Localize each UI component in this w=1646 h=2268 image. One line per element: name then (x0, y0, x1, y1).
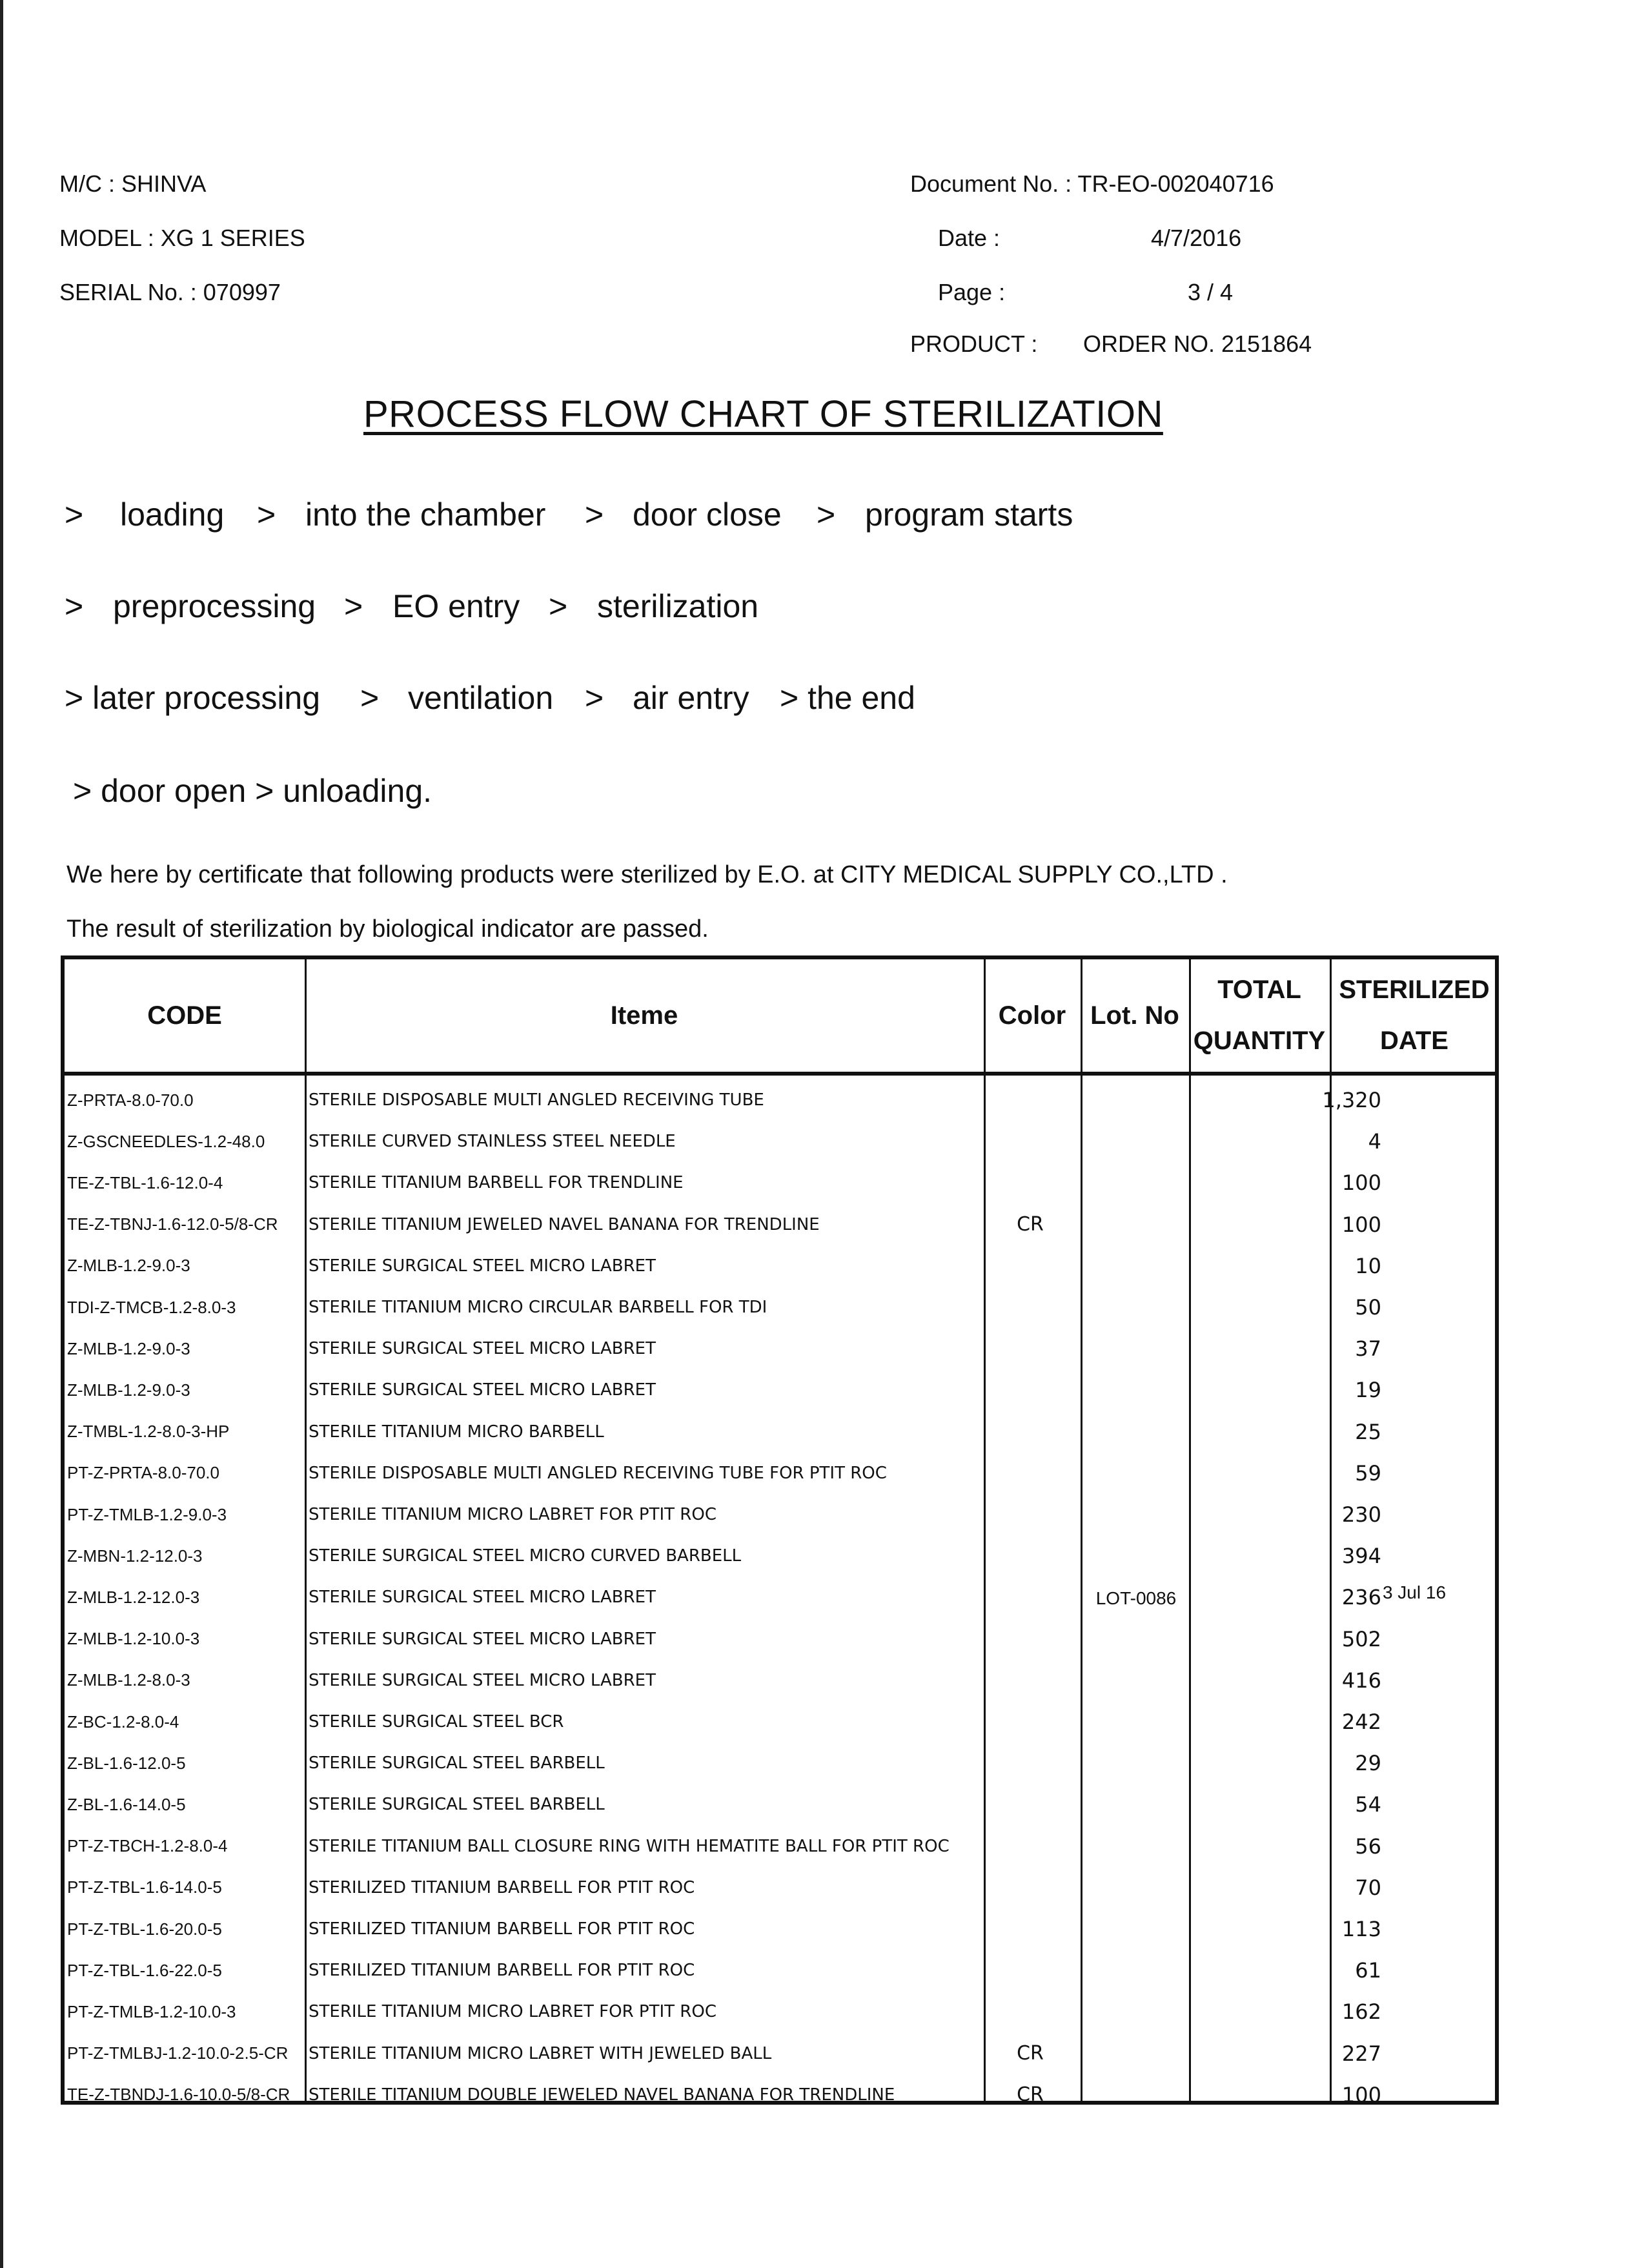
color-cell (982, 1079, 1078, 1121)
page-value: 3 / 4 (1188, 279, 1234, 305)
code-cell: Z-MLB-1.2-8.0-3 (67, 1670, 190, 1690)
table-row (65, 1742, 1495, 1784)
product-label: PRODUCT : (910, 331, 1038, 357)
certificate-statement: We here by certificate that following products were sterilized by E.O. at CITY MEDICAL SUPPLY CO.,LTD . (66, 861, 1228, 888)
code-cell: Z-MBN-1.2-12.0-3 (67, 1546, 203, 1566)
quantity-cell: 56 (1355, 1834, 1381, 1859)
flow-step: EO entry (392, 588, 520, 624)
item-cell: STERILE SURGICAL STEEL MICRO LABRET (309, 1339, 656, 1359)
table-row (65, 1204, 1495, 1245)
date-label: Date : (938, 225, 1001, 251)
color-cell (982, 1950, 1078, 1991)
item-cell: STERILE TITANIUM MICRO LABRET WITH JEWELED BALL (309, 2043, 772, 2063)
item-cell: STERILE SURGICAL STEEL MICRO LABRET (309, 1256, 656, 1276)
flow-arrow: > (817, 496, 836, 533)
item-cell: STERILIZED TITANIUM BARBELL FOR PTIT ROC (309, 1961, 695, 1981)
code-cell: Z-MLB-1.2-9.0-3 (67, 1380, 190, 1400)
item-cell: STERILE DISPOSABLE MULTI ANGLED RECEIVING TUBE (309, 1090, 764, 1110)
flow-step: program starts (865, 496, 1073, 533)
color-cell (982, 1453, 1078, 1494)
header-total-line2: QUANTITY (1193, 1027, 1326, 1055)
table-row (65, 1908, 1495, 1950)
quantity-cell: 242 (1341, 1710, 1381, 1734)
table-row (65, 1411, 1495, 1453)
code-cell: PT-Z-TMLBJ-1.2-10.0-2.5-CR (67, 2043, 289, 2063)
table-row (65, 1577, 1495, 1618)
flow-arrow: > (65, 588, 84, 624)
color-cell (982, 1826, 1078, 1867)
color-cell (982, 1701, 1078, 1742)
table-row (65, 1784, 1495, 1825)
code-cell: PT-Z-TMLB-1.2-9.0-3 (67, 1504, 227, 1524)
color-cell (982, 1742, 1078, 1784)
document-no-label: Document No. (910, 170, 1059, 197)
quantity-cell: 1,320 (1322, 1088, 1381, 1112)
quantity-cell: 4 (1368, 1129, 1381, 1154)
color-cell: CR (1017, 2042, 1044, 2065)
table-row (65, 1867, 1495, 1908)
item-cell: STERILE SURGICAL STEEL BARBELL (309, 1795, 605, 1815)
mc-value: : SHINVA (108, 170, 207, 197)
flow-arrow: > (257, 496, 276, 533)
table-row (65, 1701, 1495, 1742)
page-title: PROCESS FLOW CHART OF STERILIZATION (363, 393, 1163, 435)
color-cell (982, 1908, 1078, 1950)
quantity-cell: 100 (1341, 1170, 1381, 1196)
color-cell (982, 1660, 1078, 1701)
model-value: : XG 1 SERIES (147, 225, 305, 251)
table-row (65, 1369, 1495, 1411)
quantity-cell: 227 (1341, 2041, 1381, 2066)
table-row (65, 1660, 1495, 1701)
code-cell: TE-Z-TBL-1.6-12.0-4 (67, 1172, 223, 1192)
header-color: Color (998, 1001, 1066, 1030)
flow-arrow: > (65, 496, 84, 533)
flow-step: preprocessing (113, 588, 316, 624)
table-row (65, 1328, 1495, 1369)
quantity-cell: 100 (1341, 2082, 1381, 2107)
serial-value: : 070997 (190, 279, 281, 305)
table-row (65, 1287, 1495, 1328)
color-cell (982, 1162, 1078, 1203)
sterilized-date-cell: 3 Jul 16 (1382, 1582, 1447, 1602)
quantity-cell: 100 (1341, 1212, 1381, 1237)
table-row (65, 1494, 1495, 1535)
color-cell (982, 1411, 1078, 1453)
table-row (65, 1619, 1495, 1660)
item-cell: STERILE TITANIUM BARBELL FOR TRENDLINE (309, 1173, 684, 1193)
table-row (65, 1079, 1495, 1121)
page-left-edge (0, 0, 3, 2268)
quantity-cell: 61 (1355, 1958, 1381, 1983)
header-total-quantity (1189, 959, 1330, 1072)
quantity-cell: 37 (1355, 1336, 1381, 1362)
code-cell: Z-TMBL-1.2-8.0-3-HP (67, 1422, 230, 1442)
flow-arrow: > (344, 588, 363, 624)
mc-line (59, 170, 206, 198)
code-cell: Z-BL-1.6-14.0-5 (67, 1794, 186, 1814)
table-row (65, 2033, 1495, 2074)
item-cell: STERILIZED TITANIUM BARBELL FOR PTIT ROC (309, 1919, 695, 1939)
color-cell (982, 1991, 1078, 2032)
header-sterilized-line2: DATE (1380, 1027, 1448, 1055)
flow-step: > the end (780, 680, 915, 716)
flow-arrow: > (585, 680, 604, 716)
certificate-result: The result of sterilization by biological indicator are passed. (66, 915, 709, 943)
code-cell: PT-Z-PRTA-8.0-70.0 (67, 1463, 219, 1483)
item-cell: STERILE DISPOSABLE MULTI ANGLED RECEIVING TUBE FOR PTIT ROC (309, 1463, 887, 1483)
item-cell: STERILE TITANIUM BALL CLOSURE RING WITH HEMATITE BALL FOR PTIT ROC (309, 1836, 950, 1856)
table-row (65, 1453, 1495, 1494)
table-row (65, 1162, 1495, 1203)
color-cell (982, 1121, 1078, 1162)
item-cell: STERILE SURGICAL STEEL BCR (309, 1712, 564, 1732)
flow-step: loading (120, 496, 225, 533)
color-cell (982, 1245, 1078, 1287)
code-cell: Z-PRTA-8.0-70.0 (67, 1090, 194, 1110)
header-lot-no: Lot. No (1090, 1001, 1179, 1030)
flow-step: door close (633, 496, 782, 533)
table-row (65, 1245, 1495, 1287)
quantity-cell: 59 (1355, 1460, 1381, 1486)
color-cell (982, 1369, 1078, 1411)
quantity-cell: 230 (1341, 1502, 1381, 1527)
header-total-line1: TOTAL (1217, 976, 1301, 1004)
color-cell (982, 1328, 1078, 1369)
document-no-line (910, 170, 1274, 198)
code-cell: PT-Z-TMLB-1.2-10.0-3 (67, 2001, 236, 2021)
quantity-cell: 50 (1355, 1295, 1381, 1320)
flow-step: air entry (633, 680, 749, 716)
quantity-cell: 162 (1341, 1999, 1381, 2025)
code-cell: Z-MLB-1.2-9.0-3 (67, 1338, 190, 1358)
quantity-cell: 502 (1341, 1626, 1381, 1651)
flow-step: > door open > unloading. (73, 773, 432, 809)
code-cell: Z-BL-1.6-12.0-5 (67, 1753, 186, 1773)
item-cell: STERILIZED TITANIUM BARBELL FOR PTIT ROC (309, 1877, 695, 1897)
flow-arrow: > (585, 496, 604, 533)
color-cell (982, 1577, 1078, 1618)
color-cell (982, 1619, 1078, 1660)
flow-step: ventilation (408, 680, 554, 716)
code-cell: PT-Z-TBL-1.6-14.0-5 (67, 1877, 222, 1897)
item-cell: STERILE TITANIUM DOUBLE JEWELED NAVEL BANANA FOR TRENDLINE (309, 2085, 895, 2105)
color-cell: CR (1017, 1213, 1044, 1236)
code-cell: Z-MLB-1.2-10.0-3 (67, 1629, 200, 1649)
header-sterilized-date (1330, 959, 1499, 1072)
code-cell: TE-Z-TBNJ-1.6-12.0-5/8-CR (67, 1214, 278, 1234)
item-cell: STERILE SURGICAL STEEL MICRO CURVED BARBELL (309, 1546, 742, 1566)
code-cell: Z-BC-1.2-8.0-4 (67, 1711, 179, 1732)
item-cell: STERILE SURGICAL STEEL MICRO LABRET (309, 1588, 656, 1608)
header-divider (65, 1072, 1495, 1076)
color-cell (982, 1494, 1078, 1535)
lot-number-cell: LOT-0086 (1095, 1588, 1177, 1608)
header-code: CODE (147, 1001, 222, 1030)
item-cell: STERILE SURGICAL STEEL MICRO LABRET (309, 1670, 656, 1690)
table-row (65, 1950, 1495, 1991)
page-label: Page : (938, 279, 1006, 305)
date-value: 4/7/2016 (1151, 225, 1242, 251)
quantity-cell: 236 (1341, 1585, 1381, 1610)
flow-step: into the chamber (305, 496, 546, 533)
color-cell (982, 1867, 1078, 1908)
quantity-cell: 10 (1355, 1253, 1381, 1278)
table-row (65, 1991, 1495, 2032)
quantity-cell: 54 (1355, 1792, 1381, 1817)
header-sterilized-line1: STERILIZED (1339, 976, 1490, 1004)
item-cell: STERILE CURVED STAINLESS STEEL NEEDLE (309, 1132, 676, 1152)
item-cell: STERILE TITANIUM MICRO LABRET FOR PTIT ROC (309, 1505, 716, 1524)
item-cell: STERILE TITANIUM MICRO CIRCULAR BARBELL FOR TDI (309, 1298, 767, 1317)
table-row (65, 1826, 1495, 1867)
table-row (65, 1121, 1495, 1162)
mc-label: M/C (59, 170, 102, 197)
code-cell: TDI-Z-TMCB-1.2-8.0-3 (67, 1297, 236, 1317)
item-cell: STERILE TITANIUM MICRO BARBELL (309, 1422, 604, 1442)
model-line (59, 225, 305, 252)
item-cell: STERILE TITANIUM JEWELED NAVEL BANANA FOR TRENDLINE (309, 1214, 820, 1234)
flow-step: > later processing (65, 680, 321, 716)
quantity-cell: 29 (1355, 1751, 1381, 1776)
flow-arrow: > (360, 680, 380, 716)
code-cell: Z-GSCNEEDLES-1.2-48.0 (67, 1131, 265, 1151)
document-no-value: : TR-EO-002040716 (1065, 170, 1274, 197)
code-cell: PT-Z-TBL-1.6-20.0-5 (67, 1919, 222, 1939)
color-cell: CR (1017, 2083, 1044, 2107)
serial-label: SERIAL No. (59, 279, 184, 305)
item-cell: STERILE SURGICAL STEEL MICRO LABRET (309, 1629, 656, 1649)
quantity-cell: 113 (1341, 1917, 1381, 1941)
table-row (65, 2074, 1495, 2116)
item-cell: STERILE SURGICAL STEEL BARBELL (309, 1753, 605, 1773)
code-cell: TE-Z-TBNDJ-1.6-10.0-5/8-CR (67, 2085, 290, 2105)
quantity-cell: 25 (1355, 1419, 1381, 1444)
code-cell: Z-MLB-1.2-9.0-3 (67, 1256, 190, 1276)
quantity-cell: 394 (1341, 1544, 1381, 1569)
quantity-cell: 19 (1355, 1378, 1381, 1403)
table-row (65, 1535, 1495, 1577)
flow-arrow: > (549, 588, 568, 624)
color-cell (982, 1784, 1078, 1825)
code-cell: Z-MLB-1.2-12.0-3 (67, 1587, 200, 1607)
header-item: Iteme (610, 1001, 678, 1030)
flow-step: sterilization (597, 588, 759, 624)
product-value: ORDER NO. 2151864 (1083, 331, 1312, 357)
code-cell: PT-Z-TBL-1.6-22.0-5 (67, 1960, 222, 1980)
item-cell: STERILE SURGICAL STEEL MICRO LABRET (309, 1380, 656, 1400)
serial-line (59, 279, 281, 306)
color-cell (982, 1535, 1078, 1577)
color-cell (982, 1287, 1078, 1328)
model-label: MODEL (59, 225, 141, 251)
item-cell: STERILE TITANIUM MICRO LABRET FOR PTIT ROC (309, 2002, 716, 2022)
quantity-cell: 70 (1355, 1875, 1381, 1900)
quantity-cell: 416 (1341, 1668, 1381, 1693)
sterilization-table (61, 955, 1499, 2105)
code-cell: PT-Z-TBCH-1.2-8.0-4 (67, 1836, 228, 1856)
